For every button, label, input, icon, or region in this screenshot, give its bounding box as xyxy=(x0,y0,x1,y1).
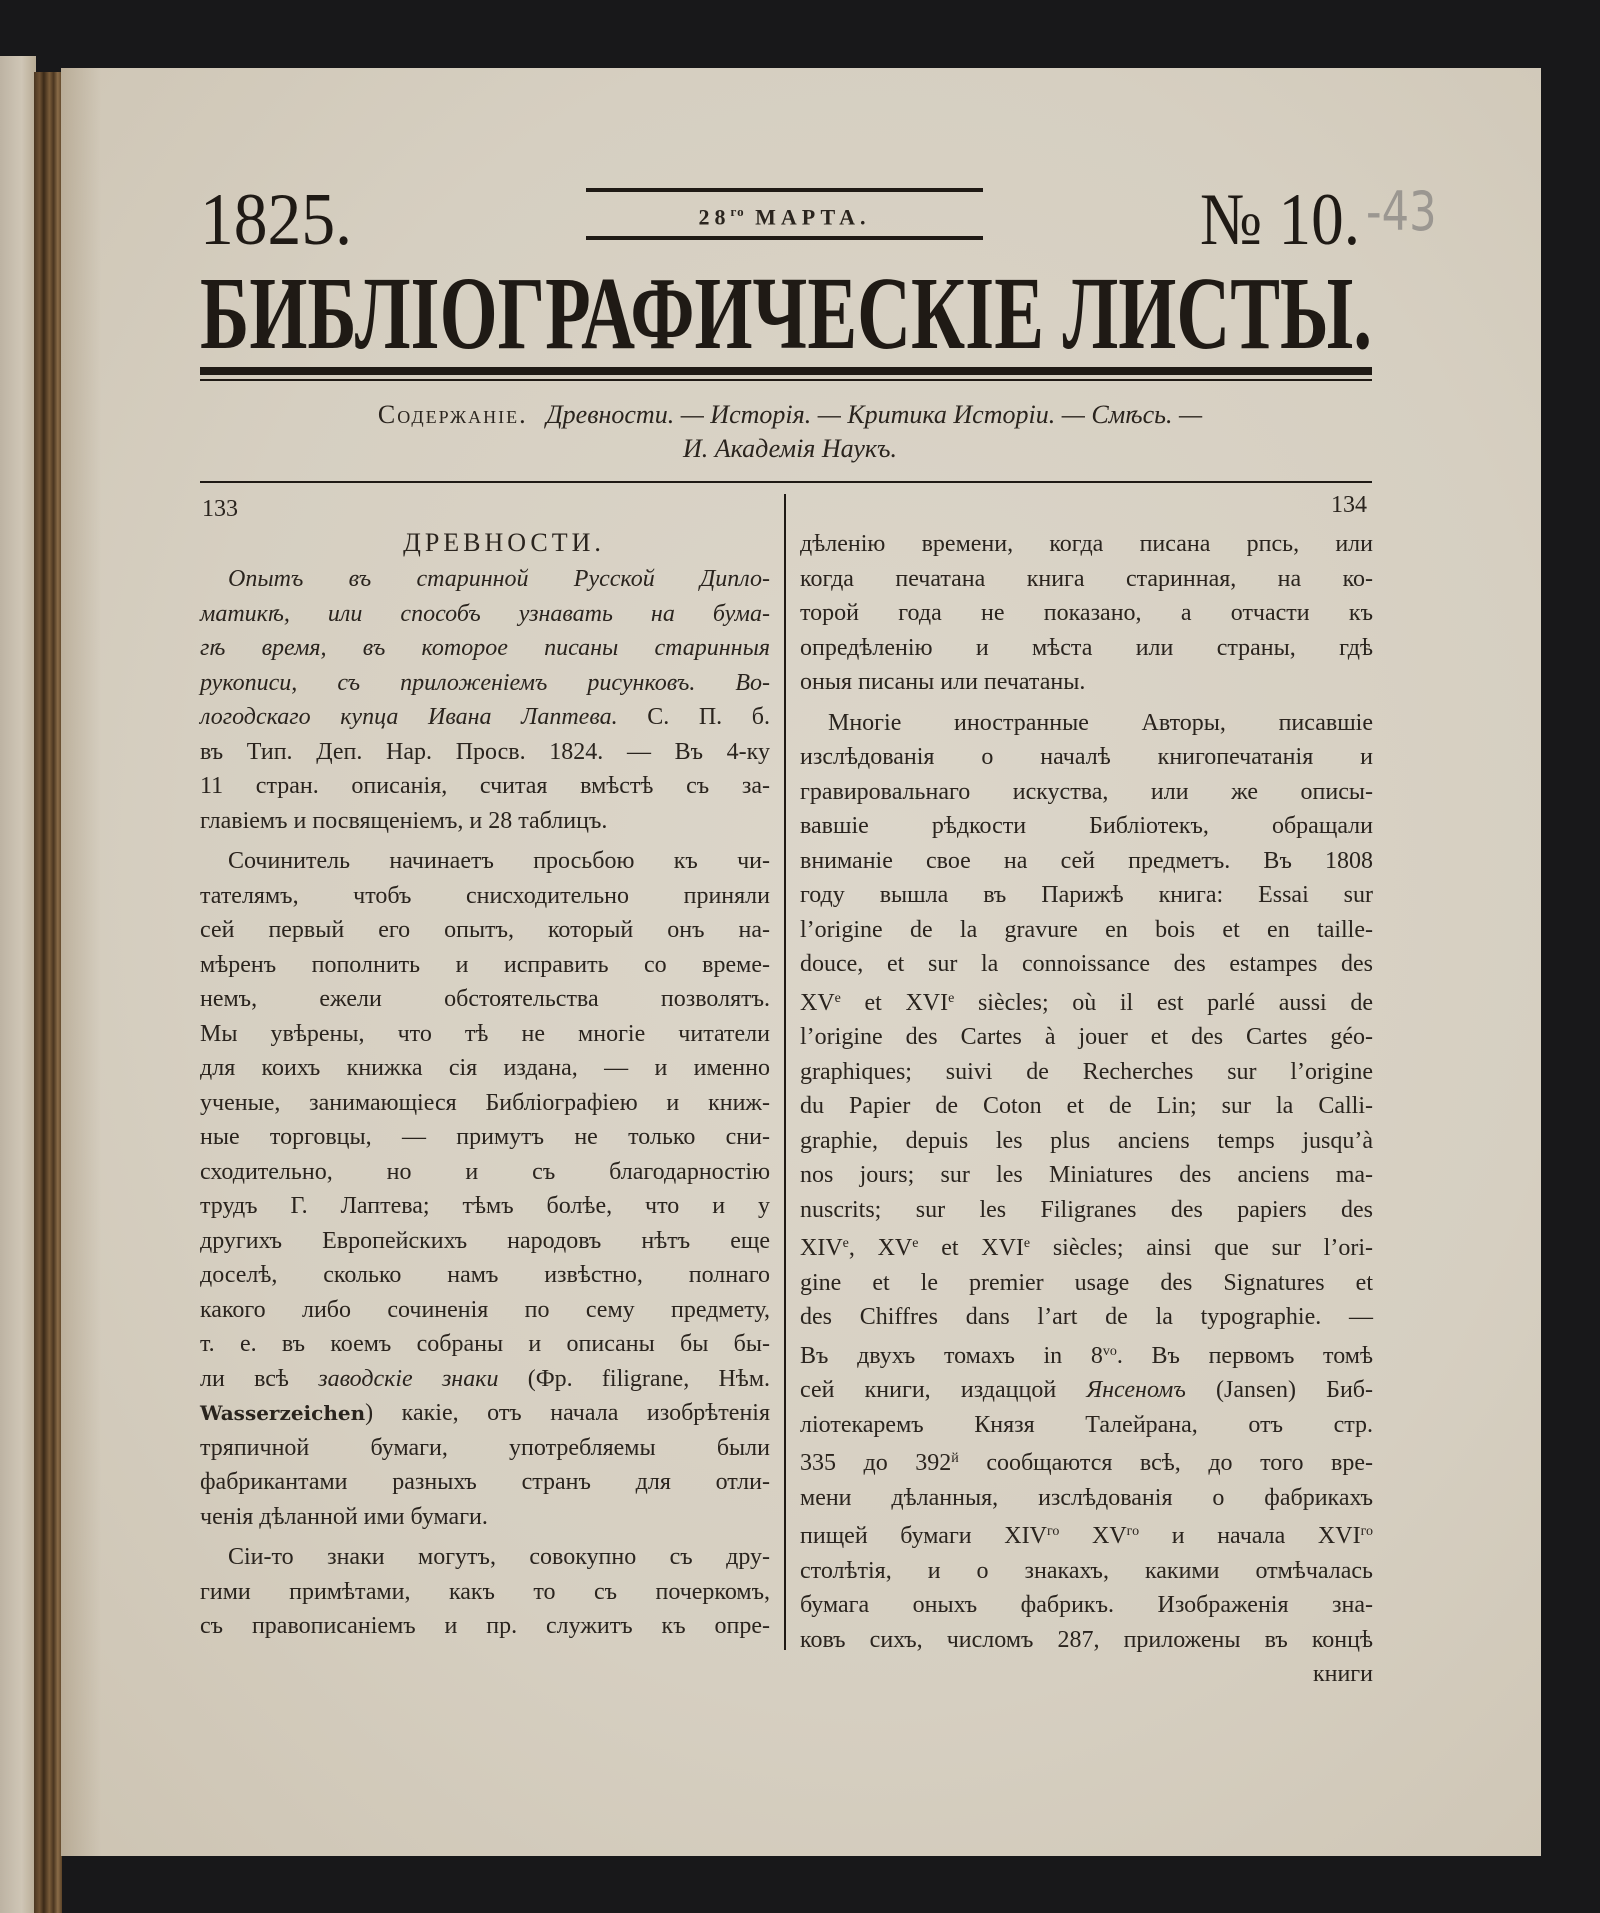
right-column xyxy=(800,527,1373,1692)
text-segment: ли всѣ xyxy=(200,1365,319,1392)
text-line xyxy=(800,665,1373,700)
text-segment: книги xyxy=(1312,1661,1373,1687)
italic-text: Янсеномъ xyxy=(1086,1377,1186,1403)
text-line xyxy=(800,878,1373,913)
text-line xyxy=(200,1609,770,1644)
contents-items: Древности. — Исторія. — Критика Исторіи. — Смѣсь. — xyxy=(546,400,1203,429)
text-segment: вавшіе рѣдкости Библіотекъ, обращали xyxy=(800,813,1373,839)
text-segment: тряпичной бумаги, употребляемы были xyxy=(200,1434,770,1461)
text-segment: 11 стран. описанія, считая вмѣстѣ съ за- xyxy=(200,773,770,799)
superscript: e xyxy=(912,1236,919,1251)
text-line xyxy=(200,1258,770,1293)
text-segment: главіемъ и посвященіемъ, и 28 таблицъ. xyxy=(200,807,608,834)
text-line xyxy=(800,1158,1373,1193)
text-segment: (Jansen) Биб- xyxy=(1185,1377,1374,1403)
text-segment: изслѣдованія о началѣ книгопечатанія и xyxy=(800,744,1373,770)
text-segment: сей первый его опытъ, который онъ на- xyxy=(200,917,770,943)
text-segment: ученые, занимающіеся Библіографіею и книж- xyxy=(200,1089,770,1116)
section-heading: ДРЕВНОСТИ. xyxy=(403,528,605,557)
text-line xyxy=(200,879,770,914)
text-segment: (Фр. filigrane, Нѣм. xyxy=(498,1365,771,1392)
text-line xyxy=(200,1540,770,1575)
title-rule-thick xyxy=(200,367,1372,375)
text-segment: дѣленію времени, когда писана рпсь, или xyxy=(800,531,1373,557)
text-segment: въ Тип. Деп. Нар. Просв. 1824. — Въ 4-ку xyxy=(200,738,770,765)
text-line xyxy=(800,1335,1373,1374)
text-segment: et XVI xyxy=(840,989,949,1016)
text-line xyxy=(800,1554,1373,1589)
contents-line-2: И. Академія Наукъ. xyxy=(682,434,898,463)
superscript: e xyxy=(948,990,955,1006)
masthead-date xyxy=(586,188,983,240)
italic-text: Опытъ въ старинной Русской Дипло- xyxy=(228,566,770,592)
text-segment: ) какіе, отъ начала изобрѣтенія xyxy=(365,1400,770,1426)
text-segment: ные торговцы, — примутъ не только сни- xyxy=(200,1124,770,1150)
text-line xyxy=(800,775,1373,810)
contents-rule xyxy=(200,481,1372,483)
text-segment: ліотекаремъ Князя Талейрана, отъ стр. xyxy=(800,1411,1373,1438)
text-line xyxy=(200,1327,770,1362)
text-line xyxy=(800,1408,1373,1443)
page-number-left: 133 xyxy=(202,496,238,522)
text-line xyxy=(200,1189,770,1224)
column-divider xyxy=(784,494,786,1650)
text-segment: сей книги, издаццой xyxy=(800,1377,1087,1403)
italic-text: рукописи, съ приложеніемъ рисунковъ. Во- xyxy=(200,669,770,696)
text-line xyxy=(200,1086,770,1121)
text-line xyxy=(200,700,770,735)
text-segment: пищей бумаги XIV xyxy=(800,1523,1047,1549)
masthead-title xyxy=(200,268,1376,358)
text-segment: трудъ Г. Лаптева; тѣмъ болѣе, что и у xyxy=(200,1193,770,1219)
text-segment: гими примѣтами, какъ то съ почеркомъ, xyxy=(200,1578,770,1605)
date-month: МАРТА. xyxy=(755,204,871,230)
text-line xyxy=(200,913,770,948)
text-segment: , XV xyxy=(848,1235,913,1261)
facing-page-edge xyxy=(0,56,36,1913)
masthead-issue xyxy=(1200,178,1365,250)
italic-text: заводскіе знаки xyxy=(318,1365,499,1392)
page-number-right: 134 xyxy=(1331,492,1367,518)
text-segment: 335 до 392 xyxy=(800,1450,952,1476)
text-segment: фабрикантами разныхъ странъ для отли- xyxy=(200,1469,770,1495)
text-segment: graphiques; suivi de Recherches sur l’origine xyxy=(800,1058,1373,1085)
contents-label: Содержаніе. xyxy=(377,400,528,429)
text-line xyxy=(200,597,770,632)
text-segment: столѣтія, и о знакахъ, какими отмѣчалась xyxy=(800,1557,1373,1584)
text-segment: немъ, ежели обстоятельства позволятъ. xyxy=(200,986,770,1012)
text-line xyxy=(200,1224,770,1259)
text-line xyxy=(800,913,1373,948)
text-line xyxy=(800,1089,1373,1124)
superscript: й xyxy=(951,1451,959,1466)
text-line xyxy=(200,982,770,1017)
text-segment: ковъ сихъ, числомъ 287, приложены въ концѣ xyxy=(800,1626,1373,1653)
text-line xyxy=(800,1657,1373,1692)
text-line xyxy=(800,1442,1373,1481)
text-segment: XIV xyxy=(800,1235,843,1261)
text-segment: какого либо сочиненія по сему предмету, xyxy=(200,1296,770,1323)
text-segment: graphie, depuis les plus anciens temps jusqu’à xyxy=(800,1127,1373,1154)
superscript: e xyxy=(834,990,841,1006)
text-segment: douce, et sur la connoissance des estampes des xyxy=(800,951,1373,977)
text-segment: доселѣ, сколько намъ извѣстно, полнаго xyxy=(200,1262,770,1288)
text-segment: siècles; ainsi que sur l’ori- xyxy=(1030,1235,1373,1261)
text-line xyxy=(800,596,1373,631)
text-segment: и начала XVI xyxy=(1139,1523,1361,1549)
issue-number: № 10. xyxy=(1200,179,1360,250)
text-line xyxy=(800,1481,1373,1516)
pencil-annotation: -43 xyxy=(1366,180,1437,243)
text-segment: nos jours; sur les Miniatures des anciens ma- xyxy=(800,1162,1373,1188)
text-line xyxy=(200,1051,770,1086)
text-segment: Wasserzeichen xyxy=(200,1401,366,1425)
text-line xyxy=(800,1193,1373,1228)
text-line xyxy=(800,1623,1373,1658)
text-line xyxy=(800,982,1373,1021)
text-line xyxy=(200,769,770,804)
italic-text: матикѣ, или способъ узнавать на бума- xyxy=(200,600,770,627)
text-line xyxy=(200,1155,770,1190)
text-segment: для коихъ книжка сія издана, — и именно xyxy=(200,1055,770,1081)
superscript: e xyxy=(842,1236,849,1251)
superscript: го xyxy=(1360,1524,1373,1539)
text-line xyxy=(200,1575,770,1610)
text-segment: Многіе иностранные Авторы, писавшіе xyxy=(828,709,1373,736)
superscript: e xyxy=(1023,1236,1031,1251)
text-line xyxy=(800,1227,1373,1266)
left-column xyxy=(200,562,770,1644)
text-segment: ченія дѣланной ими бумаги. xyxy=(200,1503,488,1530)
text-segment: тателямъ, чтобъ снисходительно приняли xyxy=(200,882,770,909)
contents-line-1 xyxy=(230,398,1350,432)
text-segment: l’origine de la gravure en bois et en taille- xyxy=(800,916,1373,943)
text-line xyxy=(800,1515,1373,1554)
text-line xyxy=(800,1266,1373,1301)
text-segment: gine et le premier usage des Signatures et xyxy=(800,1269,1373,1296)
text-segment: опредѣленію и мѣста или страны, гдѣ xyxy=(800,634,1373,661)
text-line xyxy=(200,844,770,879)
text-line xyxy=(800,1055,1373,1090)
text-segment: XV xyxy=(800,989,835,1016)
text-line xyxy=(200,562,770,597)
text-line xyxy=(200,1362,770,1397)
text-segment: когда печатана книга старинная, на ко- xyxy=(800,565,1373,592)
text-line xyxy=(800,527,1373,562)
italic-text: гѣ время, въ которое писаны старинныя xyxy=(200,635,770,661)
text-segment: des Chiffres dans l’art de la typographie. — xyxy=(800,1304,1373,1330)
text-segment: гравировальнаго искуства, или же описы- xyxy=(800,778,1373,805)
text-line xyxy=(800,562,1373,597)
text-segment: du Papier de Coton et de Lin; sur la Calli- xyxy=(800,1093,1373,1119)
title-text: БИБЛІОГРАФИЧЕСКІЕ ЛИСТЫ. xyxy=(200,268,1372,358)
text-segment: сообщаются всѣ, до того вре- xyxy=(958,1450,1373,1476)
text-segment: мѣренъ пополнить и исправить со време- xyxy=(200,951,770,978)
text-segment: сходительно, но и съ благодарностію xyxy=(200,1158,770,1185)
text-segment: съ правописаніемъ и пр. служитъ къ опре- xyxy=(200,1613,770,1639)
text-line xyxy=(200,735,770,770)
text-segment: вниманіе свое на сей предметъ. Въ 1808 xyxy=(800,847,1373,874)
text-segment: Мы увѣрены, что тѣ не многіе читатели xyxy=(200,1020,770,1047)
text-line xyxy=(200,1396,770,1431)
text-segment: году вышла въ Парижѣ книга: Essai sur xyxy=(800,882,1373,908)
text-segment: l’origine des Cartes à jouer et des Cartes géo- xyxy=(800,1024,1373,1050)
date-day: 28 xyxy=(698,204,731,230)
text-segment: Въ двухъ томахъ in 8 xyxy=(800,1342,1103,1369)
text-segment: nuscrits; sur les Filigranes des papiers des xyxy=(800,1196,1373,1223)
text-segment: siècles; où il est parlé aussi de xyxy=(954,989,1373,1016)
text-segment: торой года не показано, а отчасти къ xyxy=(800,600,1373,626)
date-suffix: го xyxy=(730,204,745,219)
masthead-year xyxy=(200,178,360,250)
text-segment: другихъ Европейскихъ народовъ нѣтъ еще xyxy=(200,1227,770,1254)
text-segment: оныя писаны или печатаны. xyxy=(800,669,1086,695)
text-line xyxy=(800,740,1373,775)
text-line xyxy=(800,1020,1373,1055)
text-line xyxy=(800,631,1373,666)
year-text: 1825. xyxy=(200,179,352,250)
text-line xyxy=(800,844,1373,879)
text-line xyxy=(200,804,770,839)
text-line xyxy=(200,1120,770,1155)
superscript: vo xyxy=(1102,1343,1117,1359)
text-segment: XV xyxy=(1059,1523,1127,1549)
text-line xyxy=(200,1431,770,1466)
text-line xyxy=(800,706,1373,741)
text-line xyxy=(200,1293,770,1328)
text-segment: Сіи-то знаки могутъ, совокупно съ дру- xyxy=(228,1544,770,1570)
text-line xyxy=(800,1124,1373,1159)
book-spine xyxy=(34,72,62,1913)
text-line xyxy=(200,1017,770,1052)
text-line xyxy=(800,809,1373,844)
superscript: го xyxy=(1046,1524,1060,1539)
text-line xyxy=(200,631,770,666)
italic-text: логодскаго купца Ивана Лаптева. xyxy=(200,704,618,730)
text-line xyxy=(200,666,770,701)
text-segment: бумага оныхъ фабрикъ. Изображенія зна- xyxy=(800,1592,1373,1618)
text-segment: С. П. б. xyxy=(617,704,770,730)
text-segment: et XVI xyxy=(918,1235,1024,1261)
title-rule-thin xyxy=(200,379,1372,381)
superscript: го xyxy=(1126,1524,1140,1539)
text-line xyxy=(200,948,770,983)
text-line xyxy=(800,1373,1373,1408)
text-line xyxy=(200,1500,770,1535)
text-segment: . Въ первомъ томѣ xyxy=(1116,1342,1373,1369)
text-segment: Сочинитель начинаетъ просьбою къ чи- xyxy=(228,848,770,874)
table-of-contents xyxy=(230,398,1350,466)
text-line xyxy=(800,1300,1373,1335)
text-segment: мени дѣланныя, изслѣдованія о фабрикахъ xyxy=(800,1484,1373,1511)
text-line xyxy=(800,947,1373,982)
page-edge-stain xyxy=(61,68,101,1856)
text-line xyxy=(800,1588,1373,1623)
text-segment: т. е. въ коемъ собраны и описаны бы бы- xyxy=(200,1331,770,1357)
text-line xyxy=(200,1465,770,1500)
